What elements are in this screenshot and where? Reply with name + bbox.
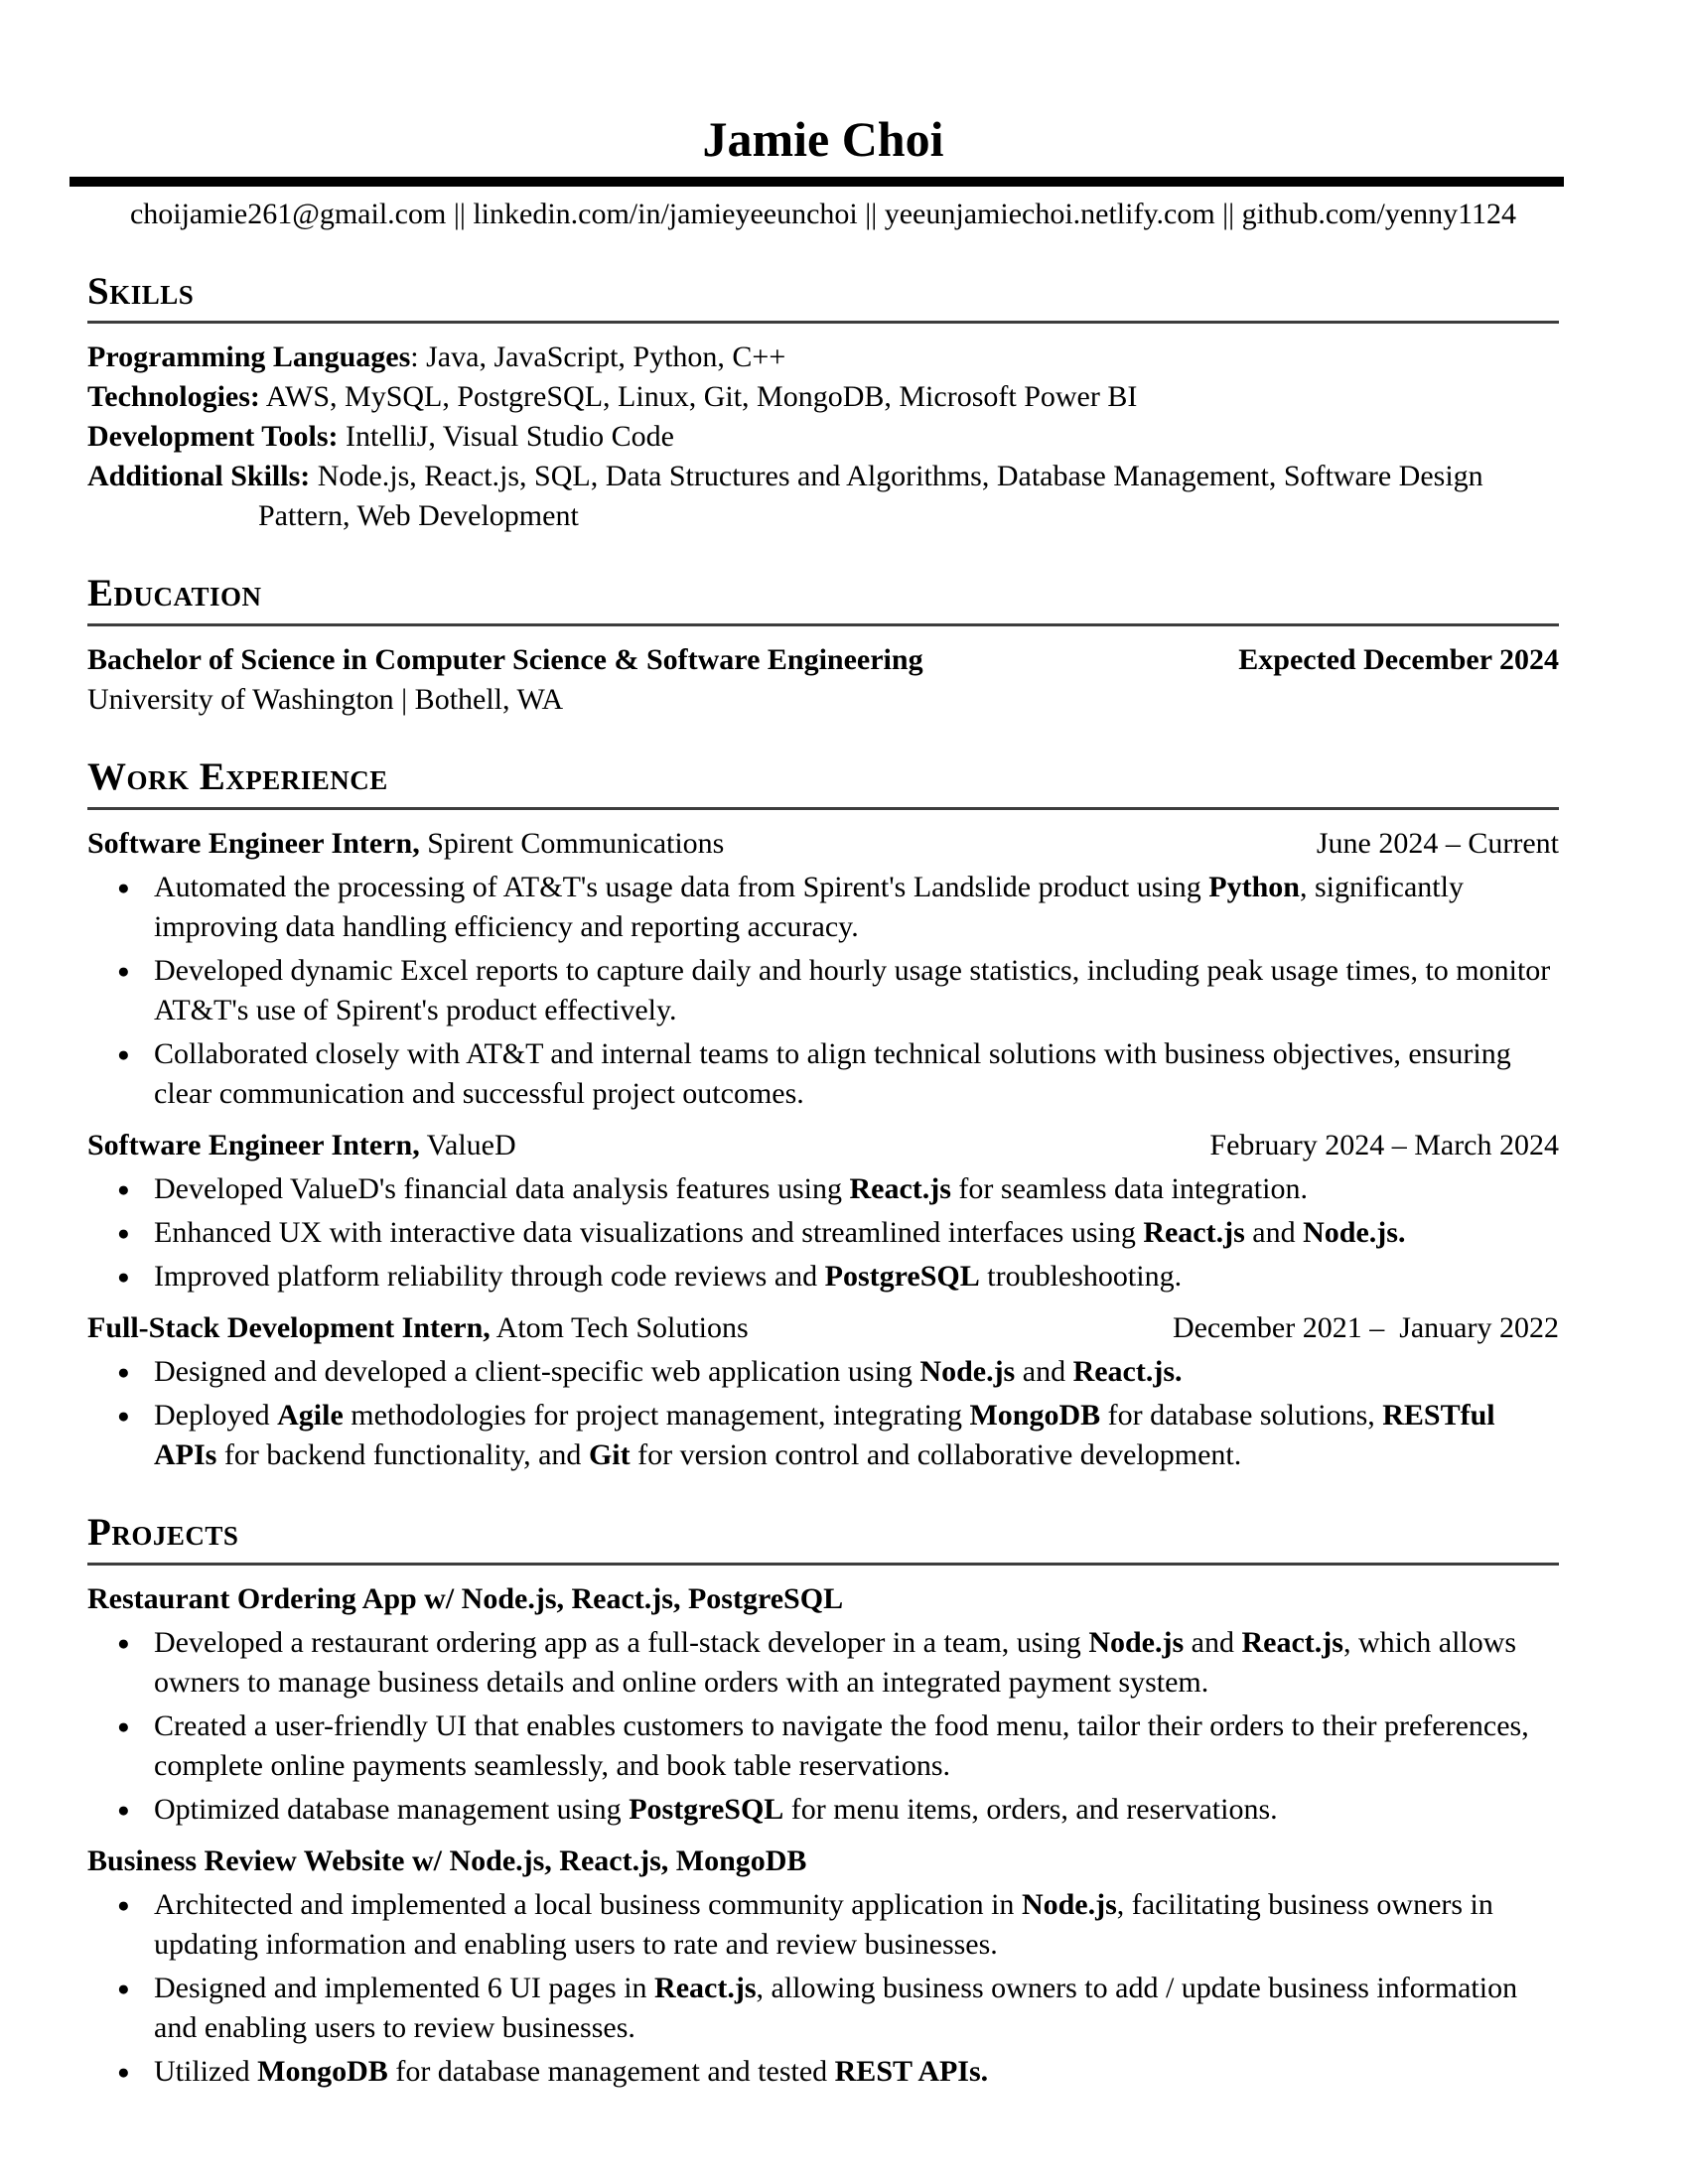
job-title: Full-Stack Development Intern, <box>87 1311 491 1345</box>
bullet-dot-icon: ● <box>117 1714 130 1739</box>
bullet-dot-icon: ● <box>117 1042 130 1067</box>
section-rule <box>87 807 1559 810</box>
skill-label: Additional Skills: <box>87 460 311 493</box>
bullet-item <box>87 1790 1559 1830</box>
bullet-dot-icon: ● <box>117 2060 130 2085</box>
skills-list <box>87 338 1559 536</box>
job-entry <box>87 1126 1559 1297</box>
bullet-item <box>87 1169 1559 1209</box>
section-projects <box>87 1513 1559 2092</box>
bullet-list <box>87 1885 1559 2092</box>
bullet-item <box>87 951 1559 1030</box>
section-education <box>87 574 1559 720</box>
section-title-education: Education <box>87 572 262 615</box>
job-title-line <box>87 1126 516 1165</box>
skill-row <box>87 457 1559 536</box>
bullet-item <box>87 1034 1559 1114</box>
section-title-projects: Projects <box>87 1511 239 1555</box>
degree: Bachelor of Science in Computer Science & Software Engineering <box>87 643 923 677</box>
bullet-text: Designed and implemented 6 UI pages in React.js, allowing business owners to add / update business information and enabling users to review businesses. <box>154 1972 1518 2045</box>
bullet-dot-icon: ● <box>117 1360 130 1385</box>
skill-label: Technologies: <box>87 380 260 414</box>
project-list <box>87 1579 1559 2092</box>
header-rule <box>70 177 1564 187</box>
bullet-text: Developed dynamic Excel reports to capture daily and hourly usage statistics, including peak usage times, to monitor AT&T's use of Spirent's product effectively. <box>154 954 1551 1027</box>
bullet-item <box>87 1706 1559 1786</box>
bullet-text: Enhanced UX with interactive data visualizations and streamlined interfaces using React.js and Node.js. <box>154 1216 1406 1250</box>
skill-row <box>87 338 1559 377</box>
bullet-text: Designed and developed a client-specific web application using Node.js and React.js. <box>154 1355 1183 1389</box>
job-date: February 2024 – March 2024 <box>1209 1129 1559 1162</box>
section-skills <box>87 269 1559 537</box>
bullet-text: Deployed Agile methodologies for project management, integrating MongoDB for database solutions, RESTful APIs for backend functionality, and Git for version control and collaborative development. <box>154 1399 1495 1472</box>
bullet-text: Collaborated closely with AT&T and internal teams to align technical solutions with business objectives, ensuring clear communication and successful project outcomes. <box>154 1037 1511 1111</box>
section-rule <box>87 321 1559 324</box>
job-company: Spirent Communications <box>427 827 725 861</box>
job-date: June 2024 – Current <box>1316 827 1559 861</box>
bullet-item <box>87 1352 1559 1392</box>
bullet-item <box>87 1213 1559 1253</box>
section-title-skills: Skills <box>87 269 195 313</box>
bullet-list <box>87 868 1559 1114</box>
bullet-item <box>87 1623 1559 1703</box>
bullet-text: Automated the processing of AT&T's usage data from Spirent's Landslide product using Python, significantly improving data handling efficiency and reporting accuracy. <box>154 871 1464 944</box>
skill-text: : Java, JavaScript, Python, C++ <box>410 341 786 374</box>
bullet-dot-icon: ● <box>117 1977 130 2001</box>
project-entry <box>87 1579 1559 1830</box>
skill-row <box>87 417 1559 457</box>
bullet-text: Utilized MongoDB for database management and tested REST APIs. <box>154 2055 989 2089</box>
job-title-line <box>87 1308 749 1348</box>
bullet-list <box>87 1623 1559 1830</box>
bullet-item <box>87 868 1559 947</box>
section-title-work-experience: Work Experience <box>87 755 388 799</box>
bullet-item <box>87 1257 1559 1297</box>
education-date: Expected December 2024 <box>1238 643 1559 677</box>
job-entry <box>87 824 1559 1114</box>
job-list <box>87 824 1559 1475</box>
bullet-text: Developed ValueD's financial data analysis features using React.js for seamless data integration. <box>154 1172 1308 1206</box>
bullet-item <box>87 1885 1559 1965</box>
school: University of Washington | Bothell, WA <box>87 683 564 717</box>
job-date: December 2021 – January 2022 <box>1172 1311 1559 1345</box>
job-title: Software Engineer Intern, <box>87 827 420 861</box>
job-title-line <box>87 824 724 864</box>
bullet-list <box>87 1169 1559 1297</box>
job-header <box>87 1126 1559 1165</box>
bullet-text: Improved platform reliability through code reviews and PostgreSQL troubleshooting. <box>154 1260 1183 1294</box>
bullet-item <box>87 2052 1559 2092</box>
job-title: Software Engineer Intern, <box>87 1129 420 1162</box>
bullet-dot-icon: ● <box>117 1893 130 1918</box>
job-entry <box>87 1308 1559 1475</box>
skill-row <box>87 377 1559 417</box>
section-rule <box>87 1563 1559 1566</box>
section-rule <box>87 623 1559 626</box>
bullet-dot-icon: ● <box>117 1221 130 1246</box>
bullet-dot-icon: ● <box>117 876 130 900</box>
bullet-dot-icon: ● <box>117 959 130 984</box>
bullet-text: Optimized database management using PostgreSQL for menu items, orders, and reservations. <box>154 1793 1278 1827</box>
bullet-text: Architected and implemented a local business community application in Node.js, facilitating business owners in updating information and enabling users to rate and review businesses. <box>154 1888 1493 1962</box>
bullet-text: Created a user-friendly UI that enables customers to navigate the food menu, tailor their orders to their preferences, complete online payments seamlessly, and book table reservations. <box>154 1709 1529 1783</box>
bullet-text: Developed a restaurant ordering app as a full-stack developer in a team, using Node.js and React.js, which allows owners to manage business details and online orders with an integrated payment system. <box>154 1626 1517 1700</box>
project-title: Business Review Website w/ Node.js, React.js, MongoDB <box>87 1844 807 1878</box>
job-company: Atom Tech Solutions <box>495 1311 749 1345</box>
education-entry <box>87 640 1559 680</box>
skill-text: Node.js, React.js, SQL, Data Structures and Algorithms, Database Management, Software Design Pattern, Web Development <box>258 460 1483 533</box>
bullet-list <box>87 1352 1559 1475</box>
skill-label: Development Tools: <box>87 420 339 454</box>
project-title: Restaurant Ordering App w/ Node.js, React.js, PostgreSQL <box>87 1582 844 1616</box>
bullet-dot-icon: ● <box>117 1404 130 1429</box>
bullet-dot-icon: ● <box>117 1265 130 1290</box>
job-header <box>87 824 1559 864</box>
bullet-dot-icon: ● <box>117 1631 130 1656</box>
skill-text: IntelliJ, Visual Studio Code <box>338 420 674 454</box>
bullet-item <box>87 1396 1559 1475</box>
project-entry <box>87 1842 1559 2092</box>
bullet-dot-icon: ● <box>117 1177 130 1202</box>
job-header <box>87 1308 1559 1348</box>
contact-line: choijamie261@gmail.com || linkedin.com/in/jamieyeeunchoi || yeeunjamiechoi.netlify.com || github.com/yenny1124 <box>129 197 1517 230</box>
skill-text: AWS, MySQL, PostgreSQL, Linux, Git, MongoDB, Microsoft Power BI <box>259 380 1138 414</box>
resume-name: Jamie Choi <box>702 111 944 167</box>
bullet-item <box>87 1969 1559 2048</box>
skill-label: Programming Languages <box>87 341 411 374</box>
section-work-experience <box>87 757 1559 1475</box>
bullet-dot-icon: ● <box>117 1798 130 1823</box>
job-company: ValueD <box>426 1129 516 1162</box>
